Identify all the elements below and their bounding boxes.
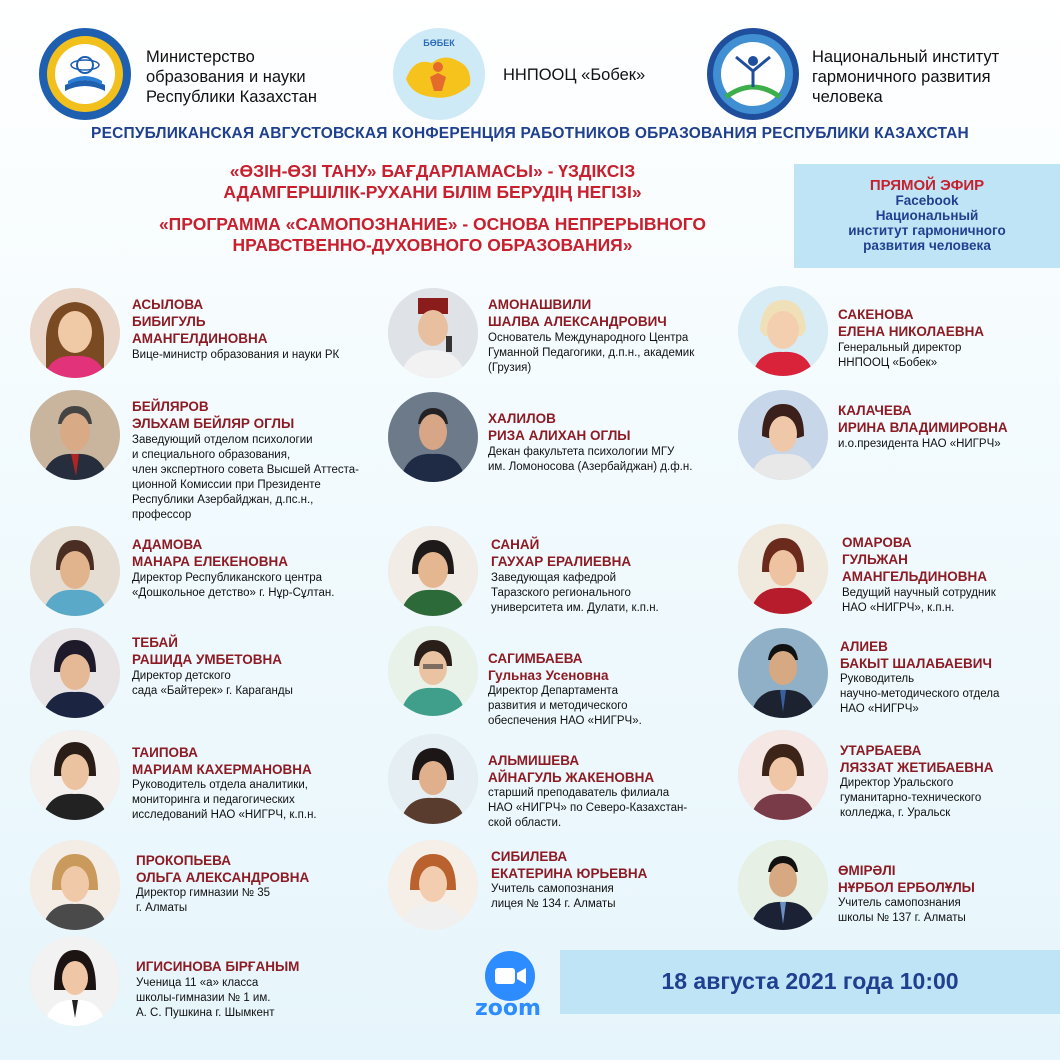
speaker-desc: Директор Уральского гуманитарно-технического колледжа, г. Уральск (840, 777, 982, 819)
speaker-desc: Руководитель научно-методического отдела НАО «НИГРЧ» (840, 673, 1000, 715)
speaker-photo (738, 524, 828, 614)
speaker-desc: Учитель самопознания школы № 137 г. Алматы (838, 897, 966, 924)
speaker-photo (30, 628, 120, 718)
speaker-name: ПРОКОПЬЕВА ОЛЬГА АЛЕКСАНДРОВНА (136, 853, 310, 885)
speaker-name: УТАРБАЕВА ЛЯЗЗАТ ЖЕТИБАЕВНА (840, 743, 994, 775)
bobek-org-name: ННПООЦ «Бобек» (503, 66, 646, 84)
speaker-name: БЕЙЛЯРОВ ЭЛЬХАМ БЕЙЛЯР ОГЛЫ (132, 399, 295, 431)
speaker-photo (388, 840, 478, 930)
speaker-photo (388, 392, 478, 482)
speaker-desc: Декан факультета психологии МГУ им. Ломоносова (Азербайджан) д.ф.н. (488, 446, 693, 473)
speaker-desc: Основатель Международного Центра Гуманной Педагогики, д.п.н., академик (Грузия) (488, 332, 695, 374)
speaker-name: АЛЬМИШЕВА АЙНАГУЛЬ ЖАКЕНОВНА (488, 753, 655, 785)
speaker-name: САГИМБАЕВА Гульназ Усеновна (488, 651, 609, 683)
live-stream-panel (794, 164, 1060, 268)
theme-kz: «ӨЗІН-ӨЗІ ТАНУ» БАҒДАРЛАМАСЫ» - ҮЗДІКСІЗ АДАМГЕРШІЛІК-РУХАНИ БІЛІМ БЕРУДІҢ НЕГІЗІ» (223, 161, 642, 202)
speaker-name: САНАЙ ГАУХАР ЕРАЛИЕВНА (491, 537, 632, 569)
ministry-name: Министерство образования и науки Республики Казахстан (146, 48, 317, 106)
speaker-name: ИГИСИНОВА БІРҒАНЫМ (136, 959, 300, 974)
speaker-photo (30, 288, 120, 378)
speaker-photo (738, 390, 828, 480)
theme-ru: «ПРОГРАММА «САМОПОЗНАНИЕ» - ОСНОВА НЕПРЕРЫВНОГО НРАВСТВЕННО-ДУХОВНОГО ОБРАЗОВАНИЯ» (158, 214, 707, 255)
speaker-desc: Заведующая кафедрой Таразского регионального университета им. Дулати, к.п.н. (491, 572, 659, 614)
speaker-photo (30, 526, 120, 616)
speaker-photo (30, 730, 120, 820)
speaker-desc: Генеральный директор ННПООЦ «Бобек» (838, 342, 962, 369)
ministry-logo (38, 27, 132, 121)
institute-name: Национальный институт гармоничного развития человека (812, 48, 1000, 106)
speaker-name: АЛИЕВ БАКЫТ ШАЛАБАЕВИЧ (840, 639, 992, 671)
speaker-photo (738, 840, 828, 930)
speaker-name: ХАЛИЛОВ РИЗА АЛИХАН ОГЛЫ (488, 411, 631, 443)
speaker-photo (30, 840, 120, 930)
speaker-photo (388, 626, 478, 716)
speaker-photo (738, 628, 828, 718)
speaker-desc: Руководитель отдела аналитики, мониторинга и педагогических исследований НАО «НИГРЧ, к.п.н. (132, 779, 317, 821)
speaker-desc: Вице-министр образования и науки РК (132, 349, 340, 361)
speaker-name: ТЕБАЙ РАШИДА УМБЕТОВНА (132, 635, 282, 667)
speaker-name: ТАИПОВА МАРИАМ КАХЕРМАНОВНА (132, 745, 312, 777)
speaker-desc: Директор Республиканского центра «Дошкольное детство» г. Нұр-Сұлтан. (132, 572, 335, 599)
bobek-logo-text: БӨБЕК (423, 38, 455, 48)
speaker-desc: Директор гимназии № 35 г. Алматы (136, 887, 271, 914)
speaker-name: АМОНАШВИЛИ ШАЛВА АЛЕКСАНДРОВИЧ (488, 297, 667, 329)
speaker-desc: старший преподаватель филиала НАО «НИГРЧ» по Северо-Казахстан- ской области. (488, 787, 688, 829)
live-title: ПРЯМОЙ ЭФИР (869, 177, 985, 194)
speaker-name: ӨМІРӘЛІ НҰРБОЛ ЕРБОЛҰЛЫ (838, 863, 975, 895)
speaker-name: СИБИЛЕВА ЕКАТЕРИНА ЮРЬЕВНА (491, 849, 648, 881)
speaker-name: ОМАРОВА ГУЛЬЖАН АМАНГЕЛЬДИНОВНА (842, 535, 987, 584)
speaker-photo (388, 734, 478, 824)
zoom-label: zoom (475, 996, 541, 1021)
live-platform: Facebook (895, 193, 959, 208)
speaker-photo (738, 730, 828, 820)
conference-title: РЕСПУБЛИКАНСКАЯ АВГУСТОВСКАЯ КОНФЕРЕНЦИЯ РАБОТНИКОВ ОБРАЗОВАНИЯ РЕСПУБЛИКИ КАЗАХСТАН (91, 125, 969, 142)
speaker-photo (738, 286, 828, 376)
speaker-desc: Директор Департамента развития и методического обеспечения НАО «НИГРЧ». (488, 685, 642, 727)
speaker-desc: Ученица 11 «а» класса школы-гимназии № 1 им. А. С. Пушкина г. Шымкент (136, 977, 275, 1019)
speaker-name: КАЛАЧЕВА ИРИНА ВЛАДИМИРОВНА (838, 403, 1008, 435)
speaker-photo (30, 390, 120, 480)
speaker-desc: Заведующий отделом психологии и специального образования, член экспертного совета Высшей Аттеста- ционной Комиссии при Президенте Республики Азербайджан, д.пс.н., профессор (132, 434, 359, 521)
speaker-name: АСЫЛОВА БИБИГУЛЬ АМАНГЕЛДИНОВНА (132, 297, 268, 346)
zoom-icon[interactable] (484, 950, 536, 1002)
speaker-name: АДАМОВА МАНАРА ЕЛЕКЕНОВНА (132, 537, 289, 569)
speaker-desc: Ведущий научный сотрудник НАО «НИГРЧ», к.п.н. (842, 587, 996, 614)
speaker-photo (388, 526, 478, 616)
speaker-photo (30, 936, 120, 1026)
institute-logo (706, 27, 800, 121)
speaker-name: САКЕНОВА ЕЛЕНА НИКОЛАЕВНА (838, 307, 985, 339)
speaker-desc: Директор детского сада «Байтерек» г. Караганды (132, 670, 293, 697)
event-datetime: 18 августа 2021 года 10:00 (661, 968, 959, 994)
speaker-photo (388, 288, 478, 378)
speaker-desc: и.о.президента НАО «НИГРЧ» (838, 438, 1001, 450)
speaker-desc: Учитель самопознания лицея № 134 г. Алматы (491, 883, 616, 910)
live-channel: Национальный институт гармоничного развития человека (848, 208, 1006, 253)
bobek-logo (392, 27, 486, 121)
date-panel (560, 950, 1060, 1014)
